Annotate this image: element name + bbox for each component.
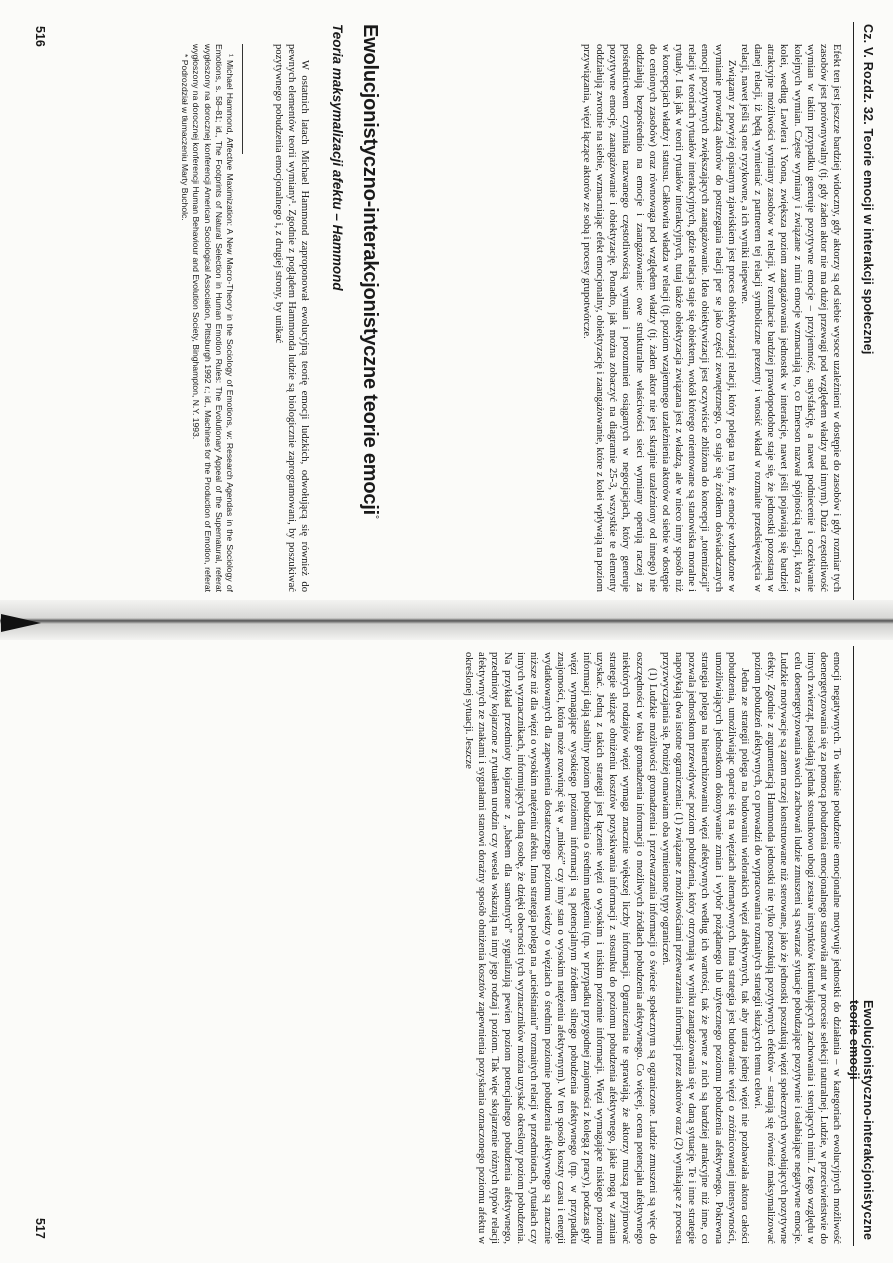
- right-running-head: Ewolucjonistyczno-interakcjonistyczne teorie emocji: [847, 1000, 875, 1241]
- section-heading-text: Ewolucjonistyczno-interakcjonistyczne teorie emocji: [359, 24, 381, 516]
- right-paragraph-2: Jedna ze strategii polega na budowaniu wielorakich więzi afektywnych, tak aby utrata jednej więzi nie pozbawiała aktora całości pobudzenia, umożliwiając oparcie się na więziach alternatywnych. Inna strategia jest budowanie więzi o zróżnicowanej intensywności, umożliwiających jednostkom dokonywanie zmian i wybór pożądanego lub użytecznego poziomu pobudzenia afektywnego. Pokrewna strategia polega na hierarchizowaniu więzi afektywnych według ich wartości, tak że pewne z nich są bardziej atrakcyjne niż inne, co pozwala jednostkom przewidywać poziom pobudzenia, który otrzymają w wyniku zaangażowania się w daną sytuację. Te i inne strategie napotykają dwa istotne ograniczenia: (1) związane z możliwościami przetwarzania informacji przez aktorów oraz (2) wynikające z procesu przyzwyczajania się. Poniżej omawiam oba wymienione typy ograniczeń.: [659, 652, 750, 1244]
- section-heading: [358, 24, 381, 519]
- footnote-rule: [242, 44, 243, 154]
- gutter-shadow-mark: [1, 614, 41, 632]
- page-number-right: 517: [33, 1218, 47, 1239]
- left-running-head: Cz. V. Rozdz. 32. Teorie emocji w interakcji społecznej: [861, 24, 875, 355]
- subheading: Teoria maksymalizacji afektu – Hammond: [330, 24, 345, 291]
- right-body-text: [461, 652, 843, 1244]
- footnote-2: * Podrozdział w tłumaczeniu Marty Bucholc.: [180, 54, 191, 221]
- right-paragraph-3: (1) Ludzkie możliwości gromadzenia i przetwarzania informacji o świecie społecznym są ograniczone. Ludzie zmuszeni są więc do oszczędności w toku gromadzenia informacji o możliwych źródłach pobudzenia afektywnego. Co więcej, ocena potencjału afektywnego niektórych rodzajów więzi wymaga znacznie większej liczby informacji. Ograniczenia te sprawiają, że aktorzy muszą przyjmować strategie służące obniżeniu kosztów pozyskiwania informacji z stosunku do poziomu pobudzenia afektywnego, jakie mogą w zamian uzyskać. Jedną z takich strategii jest łączenie więzi o wysokim i niskim poziomie informacji. Więzi wymagające niskiego poziomu informacji dają stabilny poziom pobudzenia o średnim natężeniu (np. w przypadku przygodnej znajomości z kolegą z pracy), podczas gdy więzi wymagające wysokiego poziomu informacji są potencjalnym źródłem silnego pobudzenia afektywnego (np. w przypadku znajomości, która może rozwinąć się w „miłość” czy inny stan o wysokim natężeniu afektywnym). W ten sposób koszty czasu i energii wydatkowanych dla zapewnienia dostatecznego poziomu wiedzy o więziach o średnim poziomie pobudzenia afektywnego są znacznie niższe niż dla więzi o wysokim natężeniu afektu. Inna strategia polega na „uciełśnianiu” rozmaitych relacji w przedmiotach, rytuałach czy innych wyznacznikach, informujących daną osobę, że dzięki obecności tych wyznaczników można uzyskać określony poziom pobudzenia. Na przykład przedmioty kojarzone z „babem dla samotnych” sygnalizują pewien poziom potencjalnego pobudzenia afektywnego, przedmioty kojarzone z rytuałem urodzin czy wesela wskazują na inny jego rodzaj i poziom. Tak więc skojarzenie różnych typów relacji afektywnych ze znakami i sygnałami stanowi doraźny sposób obniżenia kosztów zapewnienia pozyskania oznaczonego poziomu afektu w określonej sytuacji. Jeszcze: [462, 652, 658, 1244]
- section-heading-mark: °: [368, 515, 380, 519]
- left-paragraph-3: W ostatnich latach Michael Hammond zaproponował ewolucyjną teorię emocji ludzkich, odwołującą się również do pewnych elementów teorii wymiany¹. Zgodnie z poglądem Hammonda ludzie są biologicznie zaprogramowani, by poszukiwać pozytywnego pobudzenia emocjonalnego i, z drugiej strony, by unikać: [272, 44, 310, 592]
- page-number-left: 516: [33, 26, 47, 47]
- right-page: [0, 640, 893, 1263]
- footnote-1: ¹ Michael Hammond, Affective Maximization: A New Macro-Theory in the Sociology of Emotions, w: Research Agendas in the Sociology of Emotions, s. 58–81; id., The Footprints of Natural Selection in Human Emotion Rules: The Evolutionary Appeal of the Supernatural, referat wygłoszony na dorocznej konferencji American Sociological Association, Pittsburgh 1992 r.; id., Machines for the Production of Emotion, referat wygłoszony na dorocznej konferencji Human Behaviour and Evolution Society, Binghampton, N.Y. 1993.: [191, 44, 235, 592]
- left-body-text: [580, 44, 843, 592]
- book-gutter: [0, 600, 893, 640]
- left-head-rule: [853, 22, 854, 602]
- footnotes: [179, 44, 235, 592]
- left-paragraph-2: Związany z powyżej opisanym zjawiskiem jest proces obiektywizacji relacji, który polega na tym, że emocje wzbudzone w wymianie prowadzą aktorów do postrzegania relacji per se jako części zewnętrznego, co staje się źródłem doświadczanych emocji pozytywnych zwiększających zaangażowanie. Idea obiektywizacji jest oczywiście zbliżona do koncepcji „totemizacji” relacji w teoriach rytuałów interakcyjnych, gdzie relacja staje się obiektem, wokół którego orientowane są stanowiska moralne i rytuały. I tak jak w teorii rytuałów interakcyjnych, tutaj także obiektyzacja związana jest z władzą, ale w nieco inny sposób niż w koncepcjach władzy i statusu. Całkowita władza w relacji (tj. poziom wzajemnego uzależnienia aktorów od siebie w dostępie do cenionych zasobów) oraz równowaga pod względem władzy (tj. żaden aktor nie jest skrajnie uzależniony od innego) nie oddziałują bezpośrednio na emocje i zaangażowanie: owe strukturalne właściwości sieci wymiany operują raczej za pośrednictwem czynnika nazwanego częstotliwością wymian i porozumień osiąganych w negocjacjach, który generuje pozytywne emocje, zaangażowanie i obiektyzację. Ponadto, jak można zobaczyć na diagramie 25-3, wszystkie te elementy oddziałują zwrotnie na siebie, wzmacniając efekt emocjonalny, obiektyzację i zaangażowanie, które z kolei wpływają na poziom przywiązania, więzi łączące aktorów ze sobą i procesy grupotwórcze.: [581, 44, 737, 592]
- left-paragraph-1: Efekt ten jest jeszcze bardziej widoczny, gdy aktorzy są od siebie wysoce uzależnieni w dostępie do zasobów i gdy rozmiar tych zasobów jest porównywalny (tj. gdy żaden aktor nie ma dużej przewagi pod względem władzy nad innym). Duża częstotliwość wymian w takim przypadku generuje pozytywne emocje – przyjemność, satysfakcję, a nawet podniecenie i oczekiwanie kolejnych wymian. Częste wymiany i związane z nimi emocje wzmacniają to, co Emerson nazwał spójnością relacji, która z kolei, według Lawlera i Yoona, zwiększa poziom zaangażowania jednostek w interakcje, nawet jeśli pojawiają się bardziej atrakcyjne możliwości wymiany zasobów w relacji. W rezultacie bardziej prawdopodobne staje się, że jednostki pozostaną w danej relacji, iż będą wymieniać z partnerem tej relacji symboliczne prezenty i wnosić wkład w rozmaite przedsięwzięcia w relacji, nawet jeśli są one ryzykowne, a ich wyniki niepewne.: [738, 44, 842, 592]
- right-paragraph-1: emocji negatywnych. To właśnie pobudzenie emocjonalne motywuje jednostki do działania – w kategoriach ewolucyjnych możliwość doenergetyzowania się za pomocą pobudzenia emocjonalnego stanowiła atut w procesie selekcji naturalnej. Ludzie, w przeciwieństwie do innych zwierząt, posiadają jednak stosunkowo ubogi zestaw instynktów kierunkujących zachowania i sterujących nimi. Z tego względu w celu doenergetyzowania swoich zachowań ludzie zmuszeni są stwarzać sytuacje pobudzające pozytywnie i osłabiające negatywne emocje. Ludzkie motywacje są zatem raczej konstruowane niż sterowane, jako że jednostki poszukują więzi społecznych wywołujących pozytywne efekty. Zgodnie z argumentacją Hammonda jednostki nie tylko poszukują pozytywnych efektów – starają się również maksymalizować poziom pobudzeń afektywnych, co prowadzi do wypracowania rozmaitych strategii służących temu celowi.: [752, 652, 842, 1244]
- right-head-rule: [853, 646, 854, 1246]
- left-page: [0, 0, 893, 600]
- left-body-text-2: [272, 44, 311, 592]
